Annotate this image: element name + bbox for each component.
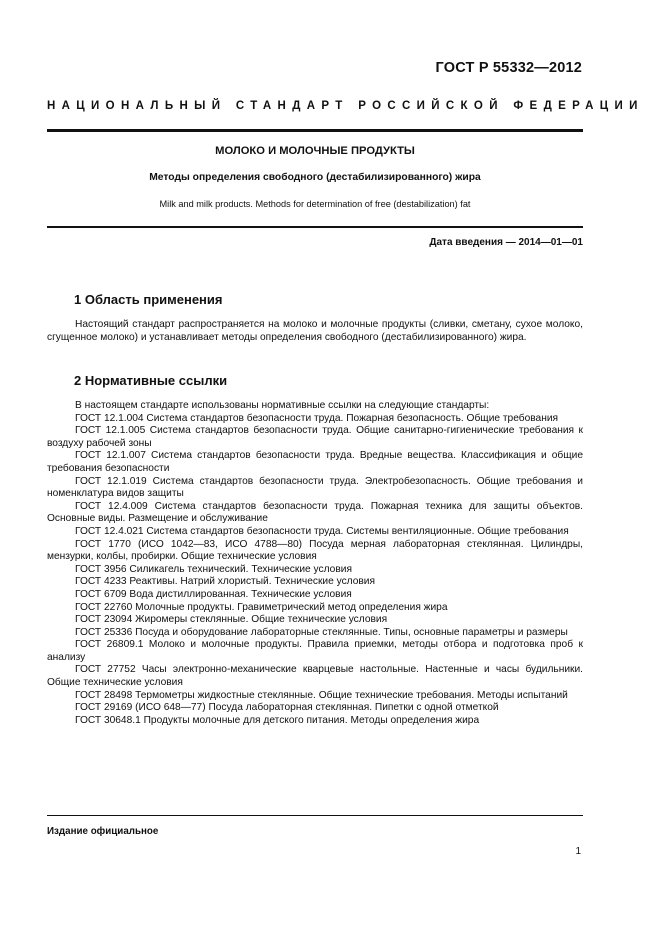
reference-item: ГОСТ 12.1.019 Система стандартов безопасности труда. Электробезопасность. Общие требования и номенклатура видов защиты [47,475,583,500]
edition-note: Издание официальное [47,826,159,837]
footer-rule [47,815,583,816]
reference-item: ГОСТ 6709 Вода дистиллированная. Технические условия [75,588,352,600]
section-heading-references: 2 Нормативные ссылки [74,373,228,388]
reference-item: ГОСТ 26809.1 Молоко и молочные продукты. Правила приемки, методы отбора и подготовка проб к анализу [47,639,583,663]
reference-item: ГОСТ 25336 Посуда и оборудование лабораторные стеклянные. Типы, основные параметры и размеры [75,626,568,638]
reference-item: ГОСТ 30648.1 Продукты молочные для детского питания. Методы определения жира [75,714,480,726]
section-text-references [47,400,583,727]
document-subtitle: Методы определения свободного (дестабилизированного) жира [149,172,481,183]
reference-item: ГОСТ 12.1.007 Система стандартов безопасности труда. Вредные вещества. Классификация и общие требования безопасности [47,450,583,474]
header-rule [47,129,583,132]
reference-item: ГОСТ 22760 Молочные продукты. Гравиметрический метод определения жира [75,601,448,613]
reference-item: ГОСТ 23094 Жиромеры стеклянные. Общие технические условия [75,614,388,626]
reference-item: ГОСТ 12.4.021 Система стандартов безопасности труда. Системы вентиляционные. Общие требования [75,525,569,537]
reference-item: ГОСТ 12.4.009 Система стандартов безопасности труда. Пожарная техника для защиты объектов. Основные виды. Размещение и обслуживание [47,500,583,525]
paragraph: В настоящем стандарте использованы нормативные ссылки на следующие стандарты: [75,400,490,411]
section-text-scope [47,319,583,344]
section-heading-scope: 1 Область применения [74,292,223,307]
introduction-date: Дата введения — 2014—01—01 [429,237,583,248]
title-rule [47,226,583,228]
document-code: ГОСТ Р 55332—2012 [435,60,582,76]
national-standard-title: НАЦИОНАЛЬНЫЙ СТАНДАРТ РОССИЙСКОЙ ФЕДЕРАЦИИ [47,100,644,112]
page-number: 1 [575,846,581,857]
reference-item: ГОСТ 1770 (ИСО 1042—83, ИСО 4788—80) Посуда мерная лабораторная стеклянная. Цилиндры, мензурки, колбы, пробирки. Общие технические условия [47,538,583,563]
english-title: Milk and milk products. Methods for determination of free (destabilization) fat [159,199,471,209]
reference-item: ГОСТ 29169 (ИСО 648—77) Посуда лабораторная стеклянная. Пипетки с одной отметкой [75,702,499,714]
document-title: МОЛОКО И МОЛОЧНЫЕ ПРОДУКТЫ [215,145,415,157]
reference-item: ГОСТ 27752 Часы электронно-механические кварцевые настольные. Настенные и часы будильники. Общие технические условия [47,664,583,689]
reference-item: ГОСТ 4233 Реактивы. Натрий хлористый. Технические условия [75,576,376,588]
reference-item: ГОСТ 28498 Термометры жидкостные стеклянные. Общие технические требования. Методы испытаний [75,689,568,701]
reference-item: ГОСТ 12.1.004 Система стандартов безопасности труда. Пожарная безопасность. Общие требования [75,412,559,424]
paragraph: Настоящий стандарт распространяется на молоко и молочные продукты (сливки, сметану, сухое молоко, сгущенное молоко) и устанавливает методы определения свободного (дестабилизированного) жира. [47,319,583,343]
reference-item: ГОСТ 3956 Силикагель технический. Технические условия [75,563,352,575]
reference-item: ГОСТ 12.1.005 Система стандартов безопасности труда. Общие санитарно-гигиенические требования к воздуху рабочей зоны [47,425,583,449]
